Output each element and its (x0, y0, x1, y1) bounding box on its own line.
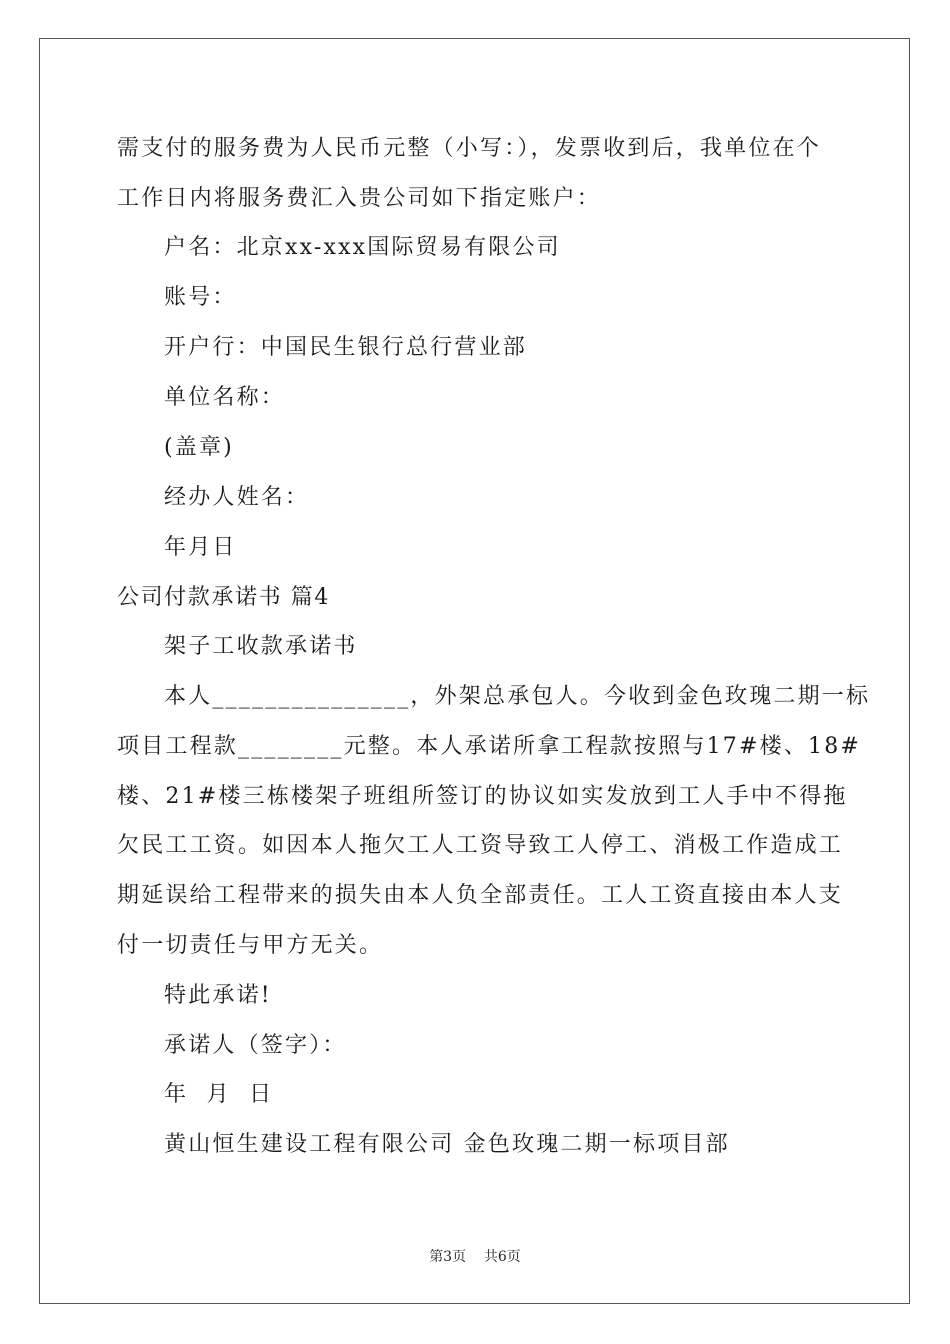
account-name-line: 户名：北京xx-xxx国际贸易有限公司 (164, 235, 561, 260)
commitment-line-4: 欠民工工资。如因本人拖欠工人工资导致工人停工、消极工作造成工 (117, 833, 844, 858)
subtitle-line: 架子工收款承诺书 (164, 634, 358, 659)
body-line-2: 工作日内将服务费汇入贵公司如下指定账户： (117, 186, 602, 211)
commitment-line-6: 付一切责任与甲方无关。 (117, 933, 384, 958)
date-line-2: 年 月 日 (164, 1082, 274, 1107)
company-line: 黄山恒生建设工程有限公司 金色玫瑰二期一标项目部 (164, 1132, 730, 1157)
unit-name-line: 单位名称： (164, 385, 286, 410)
handler-name-line: 经办人姓名： (164, 485, 310, 510)
seal-line: (盖章) (164, 435, 234, 460)
date-line-1: 年月日 (164, 535, 237, 560)
commitment-line-1: 本人_______________，外架总承包人。今收到金色玫瑰二期一标 (164, 684, 871, 709)
page-border (39, 38, 910, 1304)
page-number-footer: 第3页 共6页 (429, 1249, 521, 1265)
commitment-line-2: 项目工程款________元整。本人承诺所拿工程款按照与17#楼、18# (117, 734, 862, 759)
signatory-line: 承诺人（签字）： (164, 1033, 347, 1058)
commitment-line-3: 楼、21#楼三栋楼架子班组所签订的协议如实发放到工人手中不得拖 (117, 784, 848, 809)
special-promise-line: 特此承诺! (164, 983, 272, 1008)
section-heading: 公司付款承诺书 篇4 (117, 585, 330, 610)
bank-line: 开户行：中国民生银行总行营业部 (164, 335, 528, 360)
body-line-1: 需支付的服务费为人民币元整（小写：），发票收到后，我单位在个 (117, 136, 822, 161)
account-number-line: 账号： (164, 285, 237, 310)
commitment-line-5: 期延误给工程带来的损失由本人负全部责任。工人工资直接由本人支 (117, 883, 844, 908)
